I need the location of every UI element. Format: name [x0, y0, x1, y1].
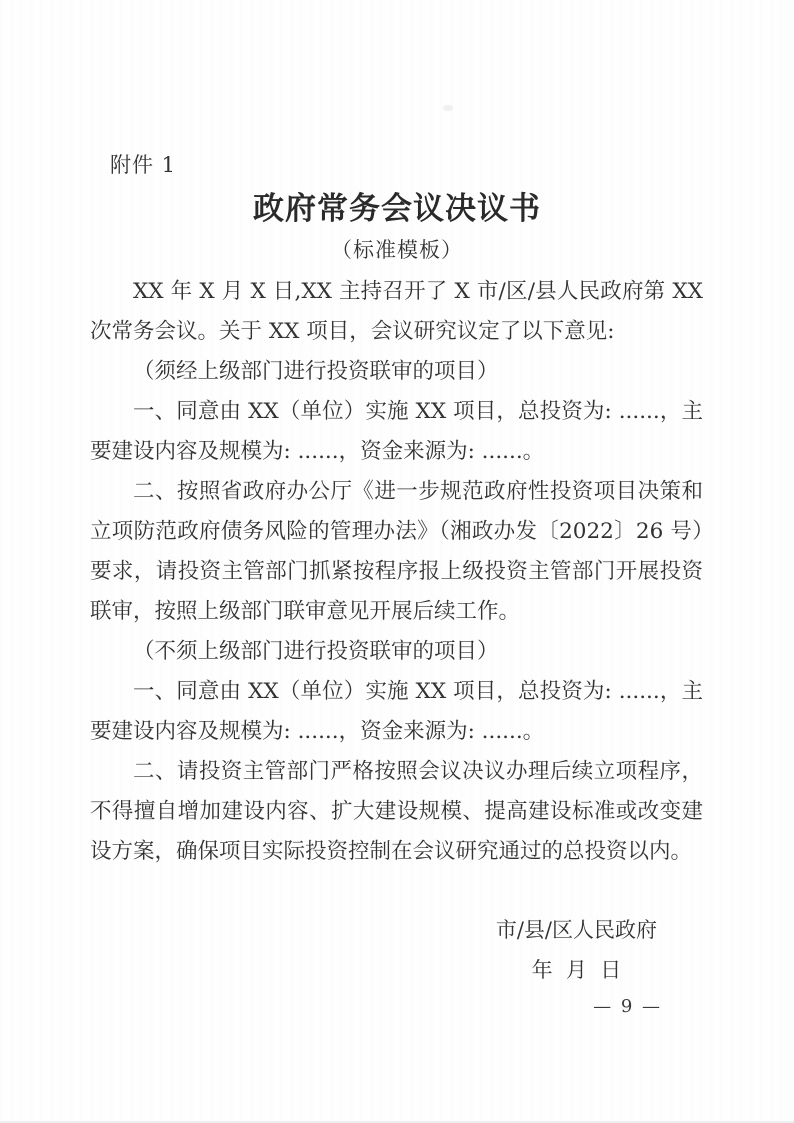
- scan-artifact: [443, 105, 453, 111]
- attachment-label: 附件 1: [110, 153, 177, 177]
- document-subtitle: （标准模板）: [331, 238, 463, 262]
- paragraph-item-1-joint-review: 一、同意由 XX（单位）实施 XX 项目，总投资为: ......，主要建设内容及规模为: ......，资金来源为: ......。: [90, 399, 703, 464]
- paragraph-item-1-no-joint-review: 一、同意由 XX（单位）实施 XX 项目，总投资为: ......，主要建设内容及规模为: ......，资金来源为: ......。: [90, 679, 703, 744]
- paragraph-item-2-no-joint-review: 二、请投资主管部门严格按照会议决议办理后续立项程序，不得擅自增加建设内容、扩大建设规模、提高建设标准或改变建设方案，确保项目实际投资控制在会议研究通过的总投资以内。: [90, 759, 703, 864]
- signature-authority: 市/县/区人民政府: [495, 918, 657, 942]
- document-title: 政府常务会议决议书: [253, 191, 541, 227]
- document-body: [90, 272, 703, 872]
- paragraph-section-no-joint-review: （不须上级部门进行投资联审的项目）: [133, 639, 499, 664]
- paragraph-meeting-intro: XX 年 X 月 X 日,XX 主持召开了 X 市/区/县人民政府第 XX 次常务会议。关于 XX 项目，会议研究议定了以下意见:: [90, 279, 703, 344]
- paragraph-section-joint-review: （须经上级部门进行投资联审的项目）: [133, 359, 499, 384]
- page-number: — 9 —: [593, 996, 662, 1017]
- signature-date: 年 月 日: [531, 958, 622, 982]
- paragraph-item-2-joint-review: 二、按照省政府办公厅《进一步规范政府性投资项目决策和立项防范政府债务风险的管理办法》（湘政办发〔2022〕26 号）要求，请投资主管部门抓紧按程序报上级投资主管部门开展投资联审，按照上级部门联审意见开展后续工作。: [90, 479, 703, 624]
- signature-block: [496, 910, 657, 990]
